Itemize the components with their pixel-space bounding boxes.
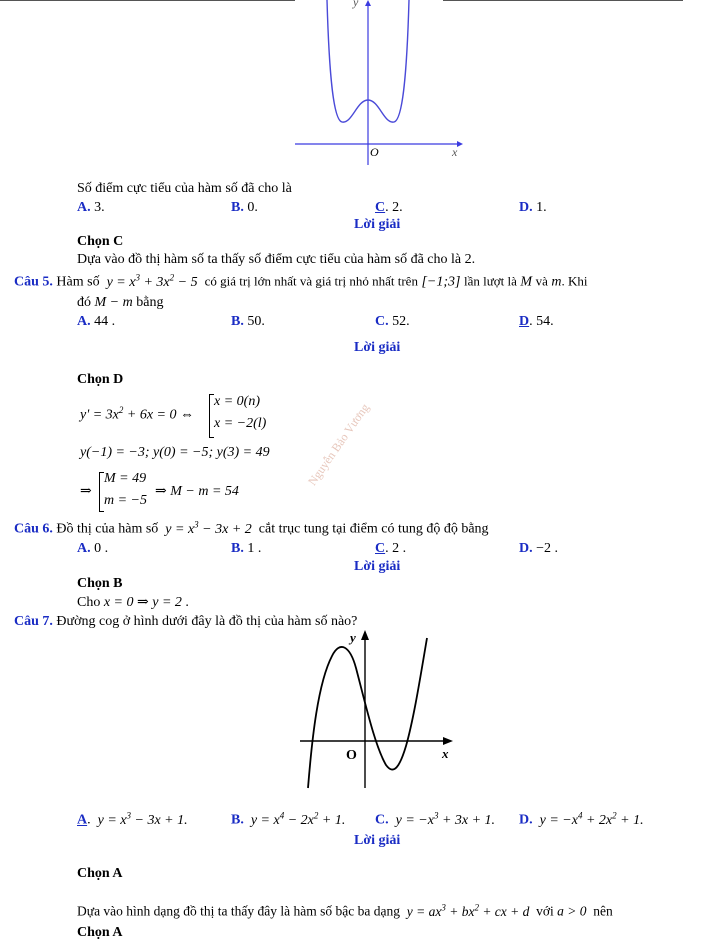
q4-solution-title: Lời giải bbox=[354, 217, 401, 232]
q7-choice: Chọn A bbox=[77, 866, 123, 881]
q4-option-d: D. 1. bbox=[519, 200, 547, 215]
q5-option-b: B. 50. bbox=[231, 314, 265, 329]
q5-option-d: D. 54. bbox=[519, 314, 554, 329]
q5-root-1: x = 0(n) bbox=[214, 394, 260, 409]
q5-implies: ⇒ bbox=[80, 484, 92, 499]
q7-option-c: C. $y = -x^3 + 3x + 1$. bbox=[375, 810, 496, 828]
q6-work: Cho x = 0 ⇒ y = 2 . bbox=[77, 595, 189, 610]
q7-explanation: Dựa vào hình dạng đồ thị ta thấy đây là hàm số bậc ba dạng $y = ax^3 + bx^2$ + cx + d với a > 0 nên bbox=[77, 902, 613, 919]
q6-option-d: D. −2 . bbox=[519, 541, 559, 556]
y-arrow bbox=[365, 0, 371, 6]
q5-max: M = 49 bbox=[104, 471, 147, 486]
top-rule-right bbox=[443, 0, 683, 1]
q7-option-a: A. $y = x^3 - 3x + 1$. bbox=[77, 810, 188, 828]
q6-option-a: A. 0 . bbox=[77, 541, 109, 556]
q5-min: m = −5 bbox=[104, 493, 148, 508]
q5-choice: Chọn D bbox=[77, 372, 124, 387]
q5-solution-title: Lời giải bbox=[354, 340, 401, 355]
q5-option-c: C. 52. bbox=[375, 314, 410, 329]
q7-option-b: B. $y = x^4 - 2x^2 + 1$. bbox=[231, 810, 346, 828]
q5-derivative: $y' = 3x^2 + 6x = 0$ ⇔ bbox=[80, 405, 194, 423]
q5-line2: đó M − m bằng bbox=[77, 295, 164, 310]
q5-line1: Câu 5. Hàm số $y = x^3 + 3x^2 - 5$ có giá trị lớn nhất và giá trị nhỏ nhất trên [−1;3] lần lượt là M và m. Khi bbox=[14, 272, 588, 290]
graph1-y-label: y bbox=[353, 0, 359, 9]
graph-cubic bbox=[300, 628, 460, 794]
curve-cubic bbox=[308, 638, 427, 788]
watermark: Nguyễn Bảo Vương bbox=[305, 400, 372, 489]
q4-option-b: B. 0. bbox=[231, 200, 258, 215]
q4-option-a: A. 3. bbox=[77, 200, 105, 215]
q5-values: y(−1) = −3; y(0) = −5; y(3) = 49 bbox=[80, 445, 270, 460]
q5-option-a: A. 44 . bbox=[77, 314, 116, 329]
q6-choice: Chọn B bbox=[77, 576, 123, 591]
q4-question: Số điểm cực tiểu của hàm số đã cho là bbox=[77, 181, 292, 196]
x-arrow bbox=[443, 737, 453, 745]
q7-choice-2: Chọn A bbox=[77, 925, 123, 940]
graph-quartic bbox=[295, 0, 465, 165]
q7-solution-title: Lời giải bbox=[354, 833, 401, 848]
q6-line1: Câu 6. Đồ thị của hàm số $y = x^3 - 3x + 2$ cắt trục tung tại điểm có tung độ độ bằng bbox=[14, 519, 489, 537]
graph1-x-label: x bbox=[452, 145, 458, 159]
graph1-origin-label: O bbox=[370, 145, 379, 159]
q4-option-c: C. 2. bbox=[375, 200, 403, 215]
q7-line1: Câu 7. Đường cog ở hình dưới đây là đồ thị của hàm số nào? bbox=[14, 614, 358, 629]
x-arrow bbox=[457, 141, 463, 147]
q6-solution-title: Lời giải bbox=[354, 559, 401, 574]
q6-option-b: B. 1 . bbox=[231, 541, 262, 556]
y-arrow bbox=[361, 630, 369, 640]
q4-choice: Chọn C bbox=[77, 234, 124, 249]
q4-explanation: Dựa vào đồ thị hàm số ta thấy số điểm cực tiểu của hàm số đã cho là 2. bbox=[77, 252, 476, 267]
graph2-origin-label: O bbox=[346, 748, 357, 763]
q6-option-c: C. 2 . bbox=[375, 541, 407, 556]
q7-option-d: D. $y = -x^4 + 2x^2 + 1$. bbox=[519, 810, 644, 828]
q5-root-2: x = −2(l) bbox=[214, 416, 267, 431]
top-rule-left bbox=[0, 0, 295, 1]
q5-result: ⇒ M − m = 54 bbox=[155, 484, 239, 499]
graph2-x-label: x bbox=[442, 746, 449, 761]
graph2-y-label: y bbox=[350, 630, 356, 645]
